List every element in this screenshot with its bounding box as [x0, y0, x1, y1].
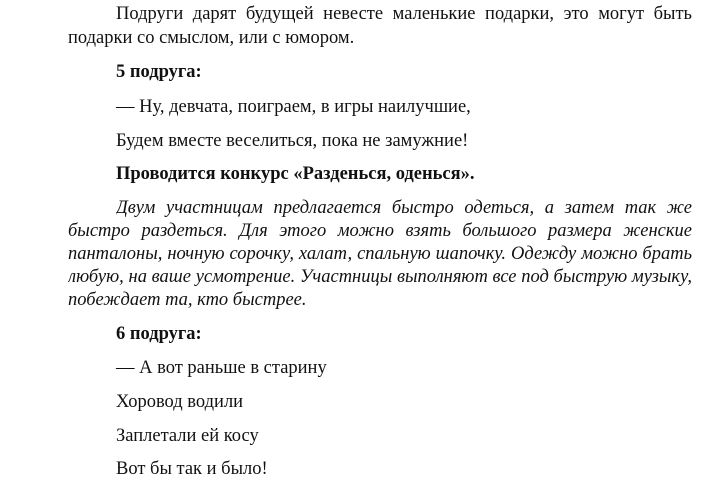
- paragraph-gifts-line-2: подарки со смыслом, или с юмором.: [68, 28, 355, 48]
- paragraph-gifts-line-1: Подруги дарят будущей невесте маленькие подарки, это могут быть: [116, 4, 692, 24]
- verse-5-line-2: Будем вместе веселиться, пока не замужние!: [116, 131, 469, 151]
- contest-description-line-2: быстро раздеться. Для этого можно взять большого размера женские: [68, 221, 692, 241]
- contest-description-line-4: любую, на ваше усмотрение. Участницы выполняют все под быструю музыку,: [68, 267, 692, 287]
- verse-6-line-3: Заплетали ей косу: [116, 426, 259, 446]
- heading-friend-6: 6 подруга:: [116, 324, 202, 344]
- verse-5-line-1: — Ну, девчата, поиграем, в игры наилучшие,: [116, 97, 471, 117]
- verse-6-line-4: Вот бы так и было!: [116, 459, 268, 479]
- contest-description-line-3: панталоны, ночную сорочку, халат, спальную шапочку. Одежду можно брать: [68, 244, 692, 264]
- contest-description-line-1: Двум участницам предлагается быстро одеться, а затем так же: [116, 198, 692, 218]
- verse-6-line-2: Хоровод водили: [116, 392, 244, 412]
- contest-description-line-5: побеждает та, кто быстрее.: [68, 290, 307, 310]
- contest-title: Проводится конкурс «Разденься, оденься».: [116, 164, 475, 184]
- verse-6-line-1: — А вот раньше в старину: [116, 358, 327, 378]
- heading-friend-5: 5 подруга:: [116, 62, 202, 82]
